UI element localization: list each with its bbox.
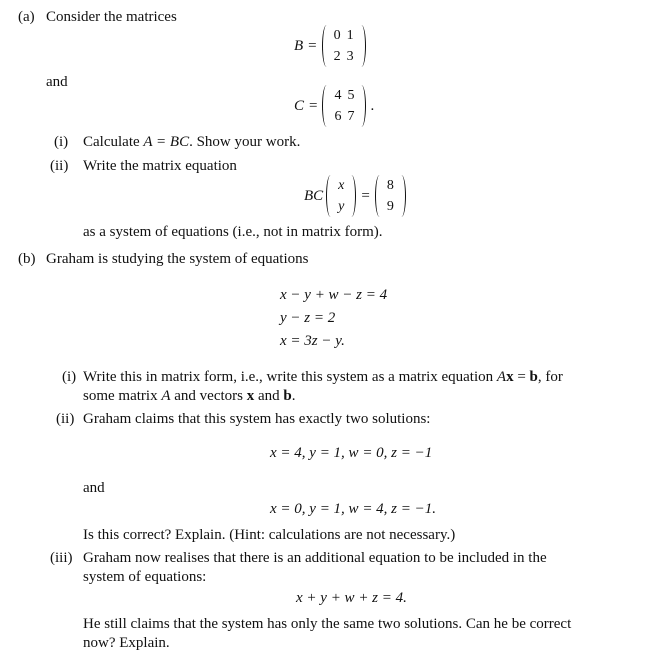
matrix-c-cell: 4 <box>334 88 342 103</box>
matrix-b-cell: 3 <box>346 49 354 64</box>
bc-label: BC <box>304 187 324 204</box>
equation-equals: = <box>361 187 370 204</box>
part-b-iii-line4: now? Explain. <box>83 635 170 651</box>
part-a-ii-after: as a system of equations (i.e., not in matrix form). <box>83 224 383 240</box>
matrix-b-equals: = <box>308 37 317 54</box>
part-b-intro: Graham is studying the system of equations <box>46 251 309 267</box>
part-b-i-label: (i) <box>62 369 77 385</box>
vector-xy-entry: x <box>338 178 345 193</box>
part-b-iii-line3: He still claims that the system has only the same two solutions. Can he be correct <box>83 616 572 632</box>
vector-rhs <box>375 175 406 217</box>
system-equation-1: x − y + w − z = 4 <box>280 287 388 303</box>
part-b-ii-text: Graham claims that this system has exactly two solutions: <box>83 411 431 427</box>
matrix-c-block <box>294 84 374 128</box>
part-a-ii-label: (ii) <box>50 158 69 174</box>
system-equation-2: y − z = 2 <box>280 310 336 326</box>
part-b-i-line1: Write this in matrix form, i.e., write this system as a matrix equation Ax = b, for <box>83 369 563 385</box>
matrix-c-cell: 7 <box>347 109 355 124</box>
part-a-ii-text: Write the matrix equation <box>83 158 237 174</box>
matrix-b-cell: 0 <box>333 28 341 43</box>
solution-1: x = 4, y = 1, w = 0, z = −1 <box>270 445 433 461</box>
matrix-b-cell: 2 <box>333 49 341 64</box>
part-b-ii-and: and <box>83 480 105 496</box>
matrix-b-cell: 1 <box>346 28 354 43</box>
matrix-c <box>322 85 366 127</box>
matrix-c-cell: 5 <box>347 88 355 103</box>
part-b-ii-label: (ii) <box>56 411 75 427</box>
part-a-label: (a) <box>18 9 35 25</box>
vector-rhs-entry: 8 <box>386 178 394 193</box>
part-b-iii-line2: system of equations: <box>83 569 207 585</box>
vector-rhs-entry: 9 <box>386 199 394 214</box>
part-b-iii-label: (iii) <box>50 550 73 566</box>
part-b-ii-question: Is this correct? Explain. (Hint: calculations are not necessary.) <box>83 527 456 543</box>
matrix-c-cell: 6 <box>334 109 342 124</box>
part-a-i-text: Calculate A = BC. Show your work. <box>83 134 301 150</box>
part-b-i-line2: some matrix A and vectors x and b. <box>83 388 296 404</box>
solution-2: x = 0, y = 1, w = 4, z = −1. <box>270 501 437 517</box>
matrix-b-block <box>294 24 366 68</box>
part-a-and: and <box>46 74 68 90</box>
matrix-b-name: B <box>294 37 304 54</box>
part-b-label: (b) <box>18 251 36 267</box>
part-b-iii-line1: Graham now realises that there is an additional equation to be included in the <box>83 550 547 566</box>
a-eq-bc: A = BC <box>143 134 190 150</box>
matrix-c-equals: = <box>309 97 318 114</box>
matrix-equation <box>304 174 406 218</box>
vector-xy-entry: y <box>338 199 345 214</box>
system-equation-3: x = 3z − y. <box>280 333 345 349</box>
part-a-i-label: (i) <box>54 134 69 150</box>
matrix-c-period: . <box>370 97 375 114</box>
matrix-c-name: C <box>294 97 305 114</box>
part-a-intro: Consider the matrices <box>46 9 177 25</box>
additional-equation: x + y + w + z = 4. <box>296 590 407 606</box>
vector-xy <box>326 175 356 217</box>
matrix-b <box>322 25 366 67</box>
